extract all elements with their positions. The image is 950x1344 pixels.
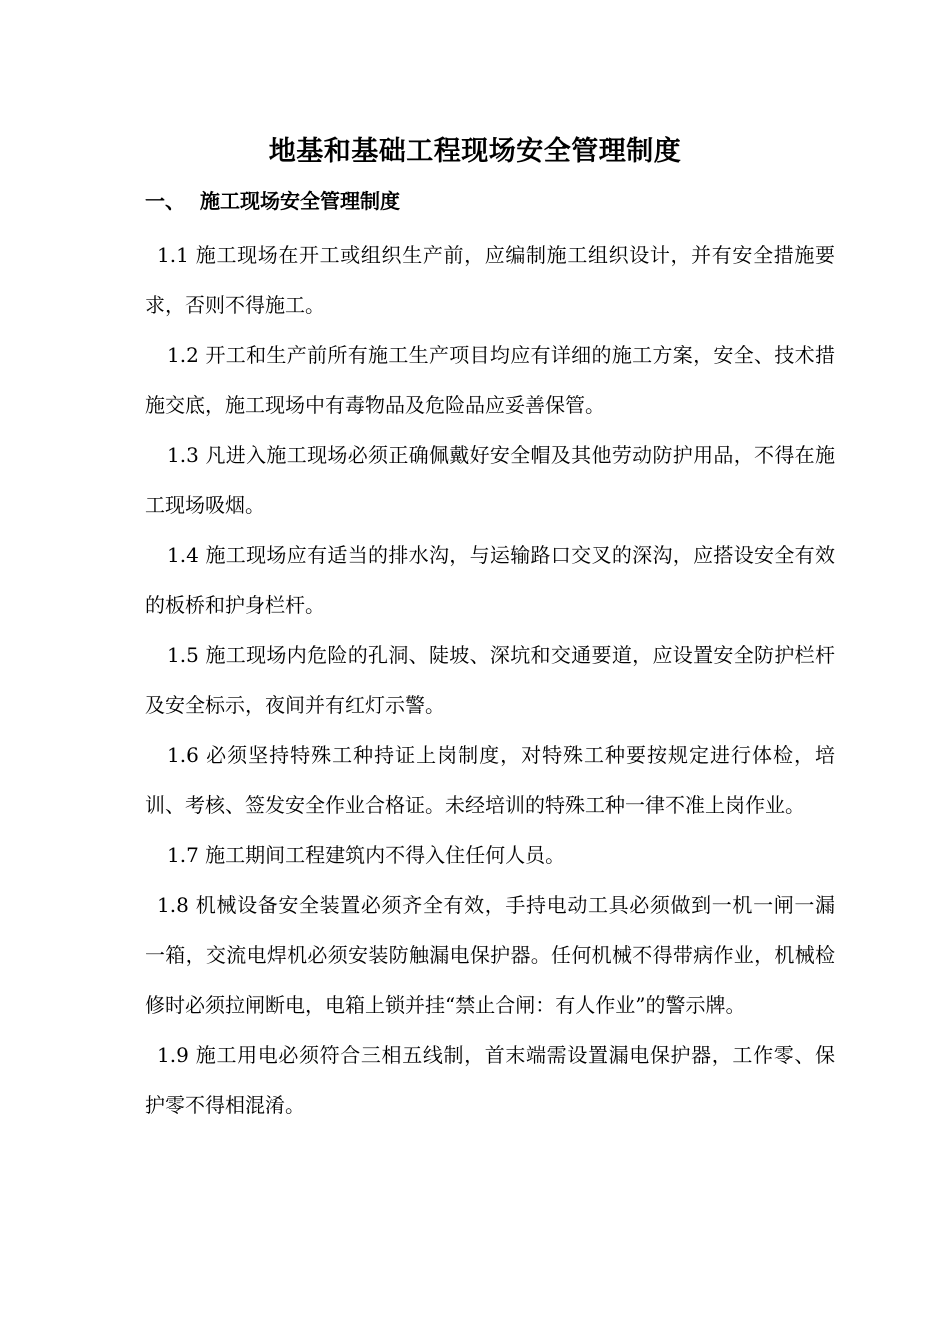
- paragraph-1-5: 1.5 施工现场内危险的孔洞、陡坡、深坑和交通要道，应设置安全防护栏杆及安全标示，夜间并有红灯示警。: [145, 643, 835, 717]
- section-heading-text: 施工现场安全管理制度: [200, 189, 400, 213]
- paragraph-1-8: 1.8 机械设备安全装置必须齐全有效，手持电动工具必须做到一机一闸一漏一箱，交流电焊机必须安装防触漏电保护器。任何机械不得带病作业，机械检修时必须拉闸断电，电箱上锁并挂“禁止合闸：有人作业”的警示牌。: [145, 893, 835, 1017]
- paragraph-1-9: 1.9 施工用电必须符合三相五线制，首末端需设置漏电保护器，工作零、保护零不得相混淆。: [145, 1043, 835, 1117]
- paragraph-1-1: 1.1 施工现场在开工或组织生产前，应编制施工组织设计，并有安全措施要求，否则不得施工。: [145, 243, 835, 317]
- paragraph-1-6: 1.6 必须坚持特殊工种持证上岗制度，对特殊工种要按规定进行体检，培训、考核、签发安全作业合格证。未经培训的特殊工种一律不准上岗作业。: [145, 743, 835, 817]
- paragraph-1-2: 1.2 开工和生产前所有施工生产项目均应有详细的施工方案，安全、技术措施交底，施工现场中有毒物品及危险品应妥善保管。: [145, 343, 835, 417]
- document-title: 地基和基础工程现场安全管理制度: [268, 136, 682, 167]
- section-heading: [145, 183, 400, 219]
- paragraph-1-3: 1.3 凡进入施工现场必须正确佩戴好安全帽及其他劳动防护用品，不得在施工现场吸烟。: [145, 443, 835, 517]
- section-number: 一、: [145, 189, 185, 213]
- document-body: [145, 230, 835, 1130]
- paragraph-1-7: 1.7 施工期间工程建筑内不得入住任何人员。: [167, 843, 566, 867]
- paragraph-1-4: 1.4 施工现场应有适当的排水沟，与运输路口交叉的深沟，应搭设安全有效的板桥和护身栏杆。: [145, 543, 835, 617]
